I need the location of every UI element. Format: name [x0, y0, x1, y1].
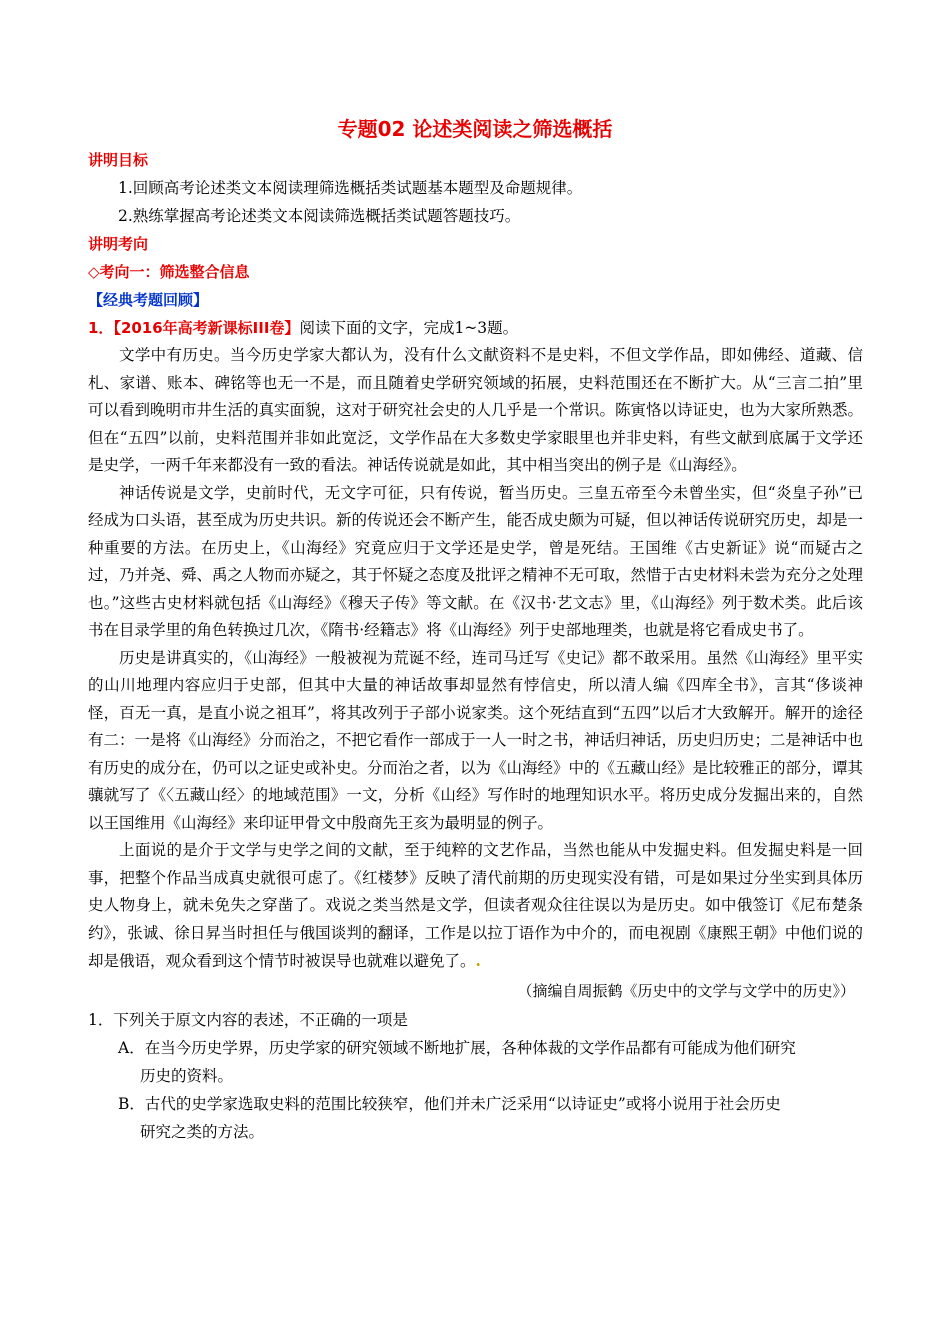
option-a-continued: 历史的资料。 [140, 1066, 234, 1085]
question-intro-text: 阅读下面的文字，完成1~3题。 [299, 319, 519, 337]
direction-heading: 讲明考向 [88, 235, 149, 253]
passage-paragraph-3: 历史是讲真实的，《山海经》一般被视为荒诞不经，连司马迁写《史记》都不敢采用。虽然《山海经》里平实的山川地理内容应归于史部，但其中大量的神话故事却显然有悖信史，所以清人编《四库全书》，言其“侈谈神怪，百无一真，是直小说之祖耳”，将其改列于子部小说家类。这个死结直到“五四”以后才大致解开。解开的途径有二：一是将《山海经》分而治之，不把它看作一部成于一人一时之书，神话归神话，历史归历史；二是神话中也有历史的成分在，仍可以之证史或补史。分而治之者，以为《山海经》中的《五藏山经》是比较雅正的部分，谭其骧就写了《〈五藏山经〉的地域范围》一文，分析《山经》写作时的地理知识水平。将历史成分发掘出来的，自然以王国维用《山海经》来印证甲骨文中殷商先王亥为最明显的例子。 [88, 648, 864, 832]
passage-paragraph-2: 神话传说是文学，史前时代，无文字可征，只有传说，暂当历史。三皇五帝至今未曾坐实，但“炎皇子孙”已经成为口头语，甚至成为历史共识。新的传说还会不断产生，能否成史颇为可疑，但以神话传说研究历史，却是一种重要的方法。在历史上，《山海经》究竟应归于文学还是史学，曾是死结。王国维《古史新证》说“而疑古之过，乃并尧、舜、禹之人物而亦疑之，其于怀疑之态度及批评之精神不无可取，然惜于古史材料未尝为充分之处理也。”这些古史材料就包括《山海经》《穆天子传》等文献。在《汉书·艺文志》里，《山海经》列于数术类。此后该书在目录学里的角色转换过几次，《隋书·经籍志》将《山海经》列于史部地理类，也就是将它看成史书了。 [88, 483, 864, 639]
passage-source: （摘编自周振鹤《历史中的文学与文学中的历史》） [517, 981, 855, 1000]
trailing-mark: . [475, 951, 481, 970]
goal-item-2: 2.熟练掌握高考论述类文本阅读筛选概括类试题答题技巧。 [118, 207, 521, 225]
question-intro [88, 314, 863, 342]
goals-heading: 讲明目标 [88, 151, 149, 169]
goal-item-1: 1.回顾高考论述类文本阅读理筛选概括类试题基本题型及命题规律。 [118, 179, 583, 197]
page-title: 专题02 论述类阅读之筛选概括 [337, 117, 613, 141]
exam-source-tag: 【2016年高考新课标III卷】 [113, 319, 300, 337]
classic-questions-heading: 【经典考题回顾】 [88, 291, 209, 309]
passage-paragraph-1: 文学中有历史。当今历史学家大都认为，没有什么文献资料不是史料，不但文学作品，即如佛经、道藏、信札、家谱、账本、碑铭等也无一不是，而且随着史学研究领域的拓展，史料范围还在不断扩大。从“三言二拍”里可以看到晚明市井生活的真实面貌，这对于研究社会史的人几乎是一个常识。陈寅恪以诗证史，也为大家所熟悉。但在“五四”以前，史料范围并非如此宽泛，文学作品在大多数史学家眼里也并非史料，有些文献到底属于文学还是史学，一两千年来都没有一致的看法。神话传说就是如此，其中相当突出的例子是《山海经》。 [88, 346, 864, 474]
option-b: B．古代的史学家选取史料的范围比较狭窄，他们并未广泛采用“以诗证史”或将小说用于社会历史 [118, 1094, 781, 1113]
question-1-stem: 1．下列关于原文内容的表述，不正确的一项是 [88, 1010, 408, 1029]
question-intro-number: 1． [88, 319, 114, 337]
option-a: A．在当今历史学界，历史学家的研究领域不断地扩展，各种体裁的文学作品都有可能成为他们研究 [118, 1038, 796, 1057]
direction-one-heading: ◇考向一：筛选整合信息 [88, 263, 250, 281]
content-body [88, 146, 863, 1146]
passage-paragraph-4 [88, 837, 863, 976]
passage-paragraph-4-text: 上面说的是介于文学与史学之间的文献，至于纯粹的文艺作品，当然也能从中发掘史料。但发掘史料是一回事，把整个作品当成真史就很可虑了。《红楼梦》反映了清代前期的历史现实没有错，可是如果过分坐实到具体历史人物身上，就未免失之穿凿了。戏说之类当然是文学，但读者观众往往误以为是历史。如中俄签订《尼布楚条约》，张诚、徐日昇当时担任与俄国谈判的翻译，工作是以拉丁语作为中介的，而电视剧《康熙王朝》中他们说的却是俄语，观众看到这个情节时被误导也就难以避免了。 [88, 841, 863, 970]
option-b-continued: 研究之类的方法。 [140, 1122, 265, 1141]
